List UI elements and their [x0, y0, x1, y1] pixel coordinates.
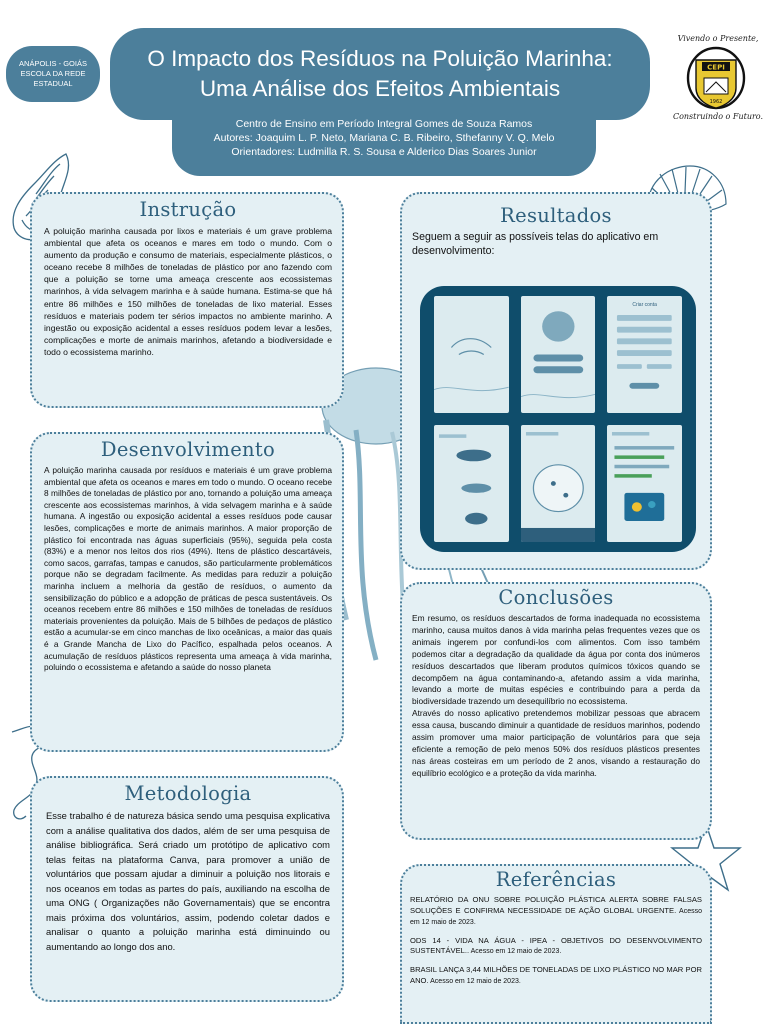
- resultados-panel: [400, 192, 712, 570]
- app-screen-signup: [607, 296, 682, 413]
- conclusoes-panel: [400, 582, 712, 840]
- reference-access: Acesso em 12 maio de 2023.: [469, 948, 562, 956]
- seal-bottom-text: Construindo o Futuro.: [672, 112, 764, 121]
- reference-item: [410, 895, 702, 929]
- badge-line: ESTADUAL: [33, 79, 73, 88]
- seal-top-text: Vivendo o Presente,: [677, 34, 759, 43]
- section-heading: Metodologia: [124, 782, 252, 805]
- metodologia-text: Esse trabalho é de natureza básica sendo uma pesquisa explicativa com a análise qualitativa dos dados, além de ser uma pesquisa de análise bibliográfica. Será criado um protótipo de aplicativo com telas feitas na plataforma Canva, para promover a união de voluntários que possam ajudar a diminuir a poluição nos litorais e nos oceanos em todas as partes do país, auxiliando na escolha de uma ONG ( Organizações não Governamentais) que se encontra mais próxima dos voluntários, assim, podendo coletar dados e analisar o quanto a poluição marinha está diminuindo ou aumentando ao longo dos ano.: [46, 810, 330, 952]
- reference-access: Acesso em 12 maio de 2023.: [428, 977, 521, 985]
- reference-access: Acesso em 12 maio de 2023.: [410, 907, 703, 927]
- authors-block: [172, 104, 596, 176]
- authors-list: Autores: Joaquim L. P. Neto, Mariana C. B. Ribeiro, Sthefanny V. Q. Melo: [213, 132, 555, 144]
- reference-item: [410, 965, 702, 987]
- section-heading: Referências: [495, 868, 617, 891]
- reference-title: BRASIL LANÇA 3,44 MILHÕES DE TONELADAS DE LIXO PLÁSTICO NO MAR POR ANO.: [410, 964, 702, 985]
- app-screens-mockup: [420, 286, 696, 552]
- reference-item: [410, 936, 702, 958]
- school-seal-logo: [666, 28, 766, 122]
- resultados-text: Seguem a seguir as possíveis telas do aplicativo em desenvolvimento:: [412, 231, 659, 257]
- app-screen-home: [521, 296, 596, 413]
- seal-badge-text: CEPI: [707, 63, 725, 72]
- reference-title: ODS 14 - VIDA NA ÁGUA - IPEA - OBJETIVOS DO DESENVOLVIMENTO SUSTENTÁVEL..: [410, 935, 702, 956]
- conclusoes-text-2: Através do nosso aplicativo pretendemos mobilizar pessoas que abracem essa causa, buscando diminuir a quantidade de resíduos marinhos, podendo assim promover uma maior participação de voluntários para que seja eficiente a remoção de pelo menos 50% dos resíduos plásticos presentes nas áreas costeiras em um período de 2 anos, visando a restauração do equilíbrio ecológico e a proteção da vida marinha.: [412, 708, 700, 778]
- signup-screen-title: Criar conta: [632, 302, 657, 308]
- app-screen-map: [521, 425, 596, 542]
- app-screen-species: [434, 425, 509, 542]
- app-screen-volunteers: [607, 425, 682, 542]
- section-heading: Instrução: [139, 198, 237, 221]
- title-line-2: Uma Análise dos Efeitos Ambientais: [199, 76, 561, 101]
- desenvolvimento-panel: [30, 432, 344, 752]
- seal-year: 1962: [709, 99, 723, 105]
- referencias-panel: [400, 864, 712, 1024]
- app-screen-splash: [434, 296, 509, 413]
- badge-line: ESCOLA DA REDE: [20, 69, 86, 78]
- section-heading: Resultados: [500, 204, 612, 227]
- conclusoes-text-1: Em resumo, os resíduos descartados de forma inadequada no ecossistema marinho, causa muitos danos à vida marinha pelas frequentes vezes que os animais ingerem por confundi-los com alimentos. Com isso também podemos citar a degradação da qualidade da água por conta dos inúmeros resíduos descartados que liberam produtos químicos tóxicos quando se decompõem na água contaminando-a, afetando assim a vida marinha, levando a morte de muitas espécies e contribuindo para a perda da biodiversidade trazendo um desequilíbrio no ecossistema.: [412, 613, 700, 707]
- title-line-1: O Impacto dos Resíduos na Poluição Marinha:: [147, 46, 613, 71]
- desenvolvimento-text: A poluição marinha causada por resíduos e materiais é um grave problema ambiental que afeta os oceanos e mares em todo o mundo. O oceano recebe 8 milhões de toneladas de plástico por ano, tornando a poluição uma ameaça crescente aos ecossistemas marinhos, à vida selvagem marinha e à saúde humana. A ingestão ou exposição acidental a esses resíduos pode causar lesões, complicações e morte de animais marinhos. A maior proporção de plástico foi encontrada nas águas superficiais (95%), seguida pela costa (83%) e a menor nos leitos dos rios (49%). Itens de plástico descartáveis, como sacos, garrafas, tampas e canudos, são particularmente problemáticos porque não se degradam facilmente. As medidas para reduzir a poluição marinha incluem a melhoria da gestão de resíduos, o aumento da sensibilização do público e a adopção de práticas de pesca sustentáveis. Os oceanos recebem entre 86 milhões e 150 milhões de toneladas de resíduos materiais provenientes da poluição. Mais de 5 bilhões de pedaços de plástico estão a acumular-se em cinco manchas de lixo oceânicas, a maior das quais é a Grande Mancha de Lixo do Pacífico, espalhada pelos oceanos. A acumulação de resíduos plásticos representa uma ameaça à vida marinha, poluindo o ecossistema e afetando a saúde do nosso planeta: [44, 465, 332, 673]
- section-heading: Desenvolvimento: [100, 438, 276, 461]
- instrucao-text: A poluição marinha causada por lixos e materiais é um grave problema ambiental que afeta os oceanos e mares em todo o mundo. Com o aumento da produção e consumo de materiais, especialmente plásticos, o oceano recebe 8 milhões de toneladas de plástico por ano fazendo com que a poluição se torne uma ameaça crescente aos ecossistemas marinhos, à vida selvagem marinha e à saúde humana. Estima-se que há entre 86 milhões e 150 milhões de toneladas de lixo material. Esses resíduos e materiais podem ter sérios impactos no ambiente marinho. A ingestão ou exposição acidental a esses resíduos podem levar a lesões, complicações e morte de animais marinhos, afetando a biodiversidade e todo o ecossistema marinho.: [44, 226, 332, 357]
- reference-title: RELATÓRIO DA ONU SOBRE POLUIÇÃO PLÁSTICA ALERTA SOBRE FALSAS SOLUÇÕES E CONFIRMA NECESSIDADE DE AÇÃO GLOBAL URGENTE.: [410, 895, 702, 915]
- location-badge: [6, 46, 100, 102]
- section-heading: Conclusões: [498, 586, 614, 609]
- metodologia-panel: [30, 776, 344, 1002]
- advisors-list: Orientadores: Ludmilla R. S. Sousa e Alderico Dias Soares Junior: [231, 146, 537, 158]
- institution-name: Centro de Ensino em Período Integral Gomes de Souza Ramos: [235, 118, 533, 130]
- badge-line: ANÁPOLIS - GOIÁS: [19, 59, 87, 68]
- instrucao-panel: [30, 192, 344, 408]
